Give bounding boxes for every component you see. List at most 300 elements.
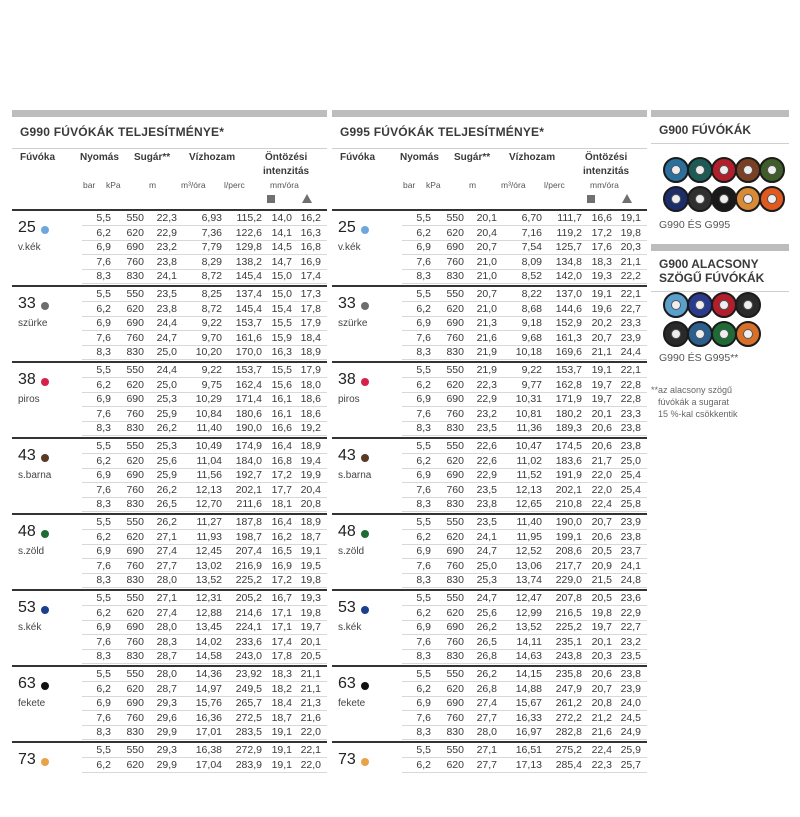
- table-cell: 22,7: [620, 302, 641, 315]
- table-cell: 19,8: [591, 606, 612, 619]
- box-title-line-1: G900 ALACSONY: [659, 257, 759, 271]
- nozzle-color-dot-icon: [361, 530, 369, 538]
- nozzle-number: 33: [18, 295, 36, 312]
- nozzle-color-name: s.barna: [338, 470, 372, 481]
- table-cell: 11,04: [196, 454, 222, 467]
- table-cell: 192,7: [235, 469, 262, 482]
- table-cell: 11,93: [196, 530, 222, 543]
- table-cell: 6,9: [416, 621, 431, 634]
- table-cell: 207,8: [555, 592, 582, 604]
- table-cell: 20,5: [300, 650, 321, 663]
- table-row: [402, 606, 647, 621]
- table-cell: 550: [446, 212, 464, 224]
- table-cell: 19,7: [591, 378, 612, 391]
- table-row: [82, 544, 327, 559]
- table-cell: 830: [126, 498, 144, 511]
- table-cell: 10,20: [195, 346, 222, 359]
- table-cell: 19,1: [271, 726, 292, 739]
- table-cell: 282,8: [555, 726, 582, 739]
- table-row: [82, 421, 327, 436]
- table-cell: 20,9: [591, 559, 612, 572]
- table-cell: 620: [126, 454, 144, 467]
- table-cell: 169,6: [555, 346, 582, 359]
- nozzle-icon: [687, 186, 713, 212]
- table-cell: 21,0: [476, 255, 497, 268]
- table-cell: 111,7: [557, 212, 582, 224]
- table-cell: 21,9: [476, 346, 497, 359]
- table-cell: 19,1: [300, 545, 321, 558]
- table-cell: 20,4: [476, 226, 497, 239]
- nozzle-center-icon: [743, 165, 753, 175]
- table-cell: 6,2: [96, 378, 111, 391]
- table-title: G990 FÚVÓKÁK TELJESÍTMÉNYE*: [20, 125, 225, 139]
- table-cell: 19,3: [300, 592, 321, 604]
- table-cell: 760: [446, 255, 464, 268]
- nozzle-center-icon: [743, 300, 753, 310]
- table-row: [82, 345, 327, 360]
- table-cell: 11,02: [516, 454, 542, 467]
- table-cell: 16,6: [271, 422, 292, 435]
- table-cell: 27,7: [476, 758, 497, 771]
- table-cell: 19,5: [300, 559, 321, 572]
- table-cell: 21,1: [300, 668, 321, 680]
- table-cell: 8,22: [521, 288, 542, 300]
- table-cell: 12,65: [515, 498, 542, 511]
- table-row: [402, 573, 647, 588]
- nozzle-number: 33: [338, 295, 356, 312]
- table-cell: 690: [446, 621, 464, 634]
- table-cell: 5,5: [96, 744, 111, 756]
- table-cell: 283,5: [235, 726, 262, 739]
- table-cell: 6,2: [96, 302, 111, 315]
- table-cell: 26,2: [156, 483, 177, 496]
- table-cell: 10,84: [195, 407, 222, 420]
- table-cell: 183,6: [555, 454, 582, 467]
- table-cell: 11,40: [516, 516, 542, 528]
- table-cell: 7,16: [521, 226, 542, 239]
- nozzle-number: 43: [18, 447, 36, 464]
- table-cell: 18,1: [271, 498, 292, 511]
- table-cell: 23,3: [620, 407, 641, 420]
- table-cell: 23,3: [620, 317, 641, 330]
- table-cell: 18,7: [271, 711, 292, 724]
- table-cell: 27,1: [156, 530, 177, 543]
- table-cell: 23,5: [476, 483, 497, 496]
- table-header: [12, 149, 327, 209]
- table-cell: 8,3: [96, 346, 111, 359]
- header-intensity: Öntözési: [265, 152, 308, 163]
- table-cell: 174,5: [555, 440, 582, 452]
- table-cell: 19,1: [591, 364, 612, 376]
- table-cell: 25,4: [620, 469, 641, 482]
- table-cell: 760: [126, 711, 144, 724]
- table-cell: 137,0: [555, 288, 582, 300]
- table-cell: 12,45: [195, 545, 222, 558]
- table-cell: 6,9: [96, 621, 111, 634]
- table-cell: 15,5: [271, 364, 292, 376]
- table-row: [82, 302, 327, 317]
- table-cell: 5,5: [96, 212, 111, 224]
- table-cell: 20,1: [476, 212, 497, 224]
- table-cell: 17,8: [271, 650, 292, 663]
- table-cell: 760: [126, 331, 144, 344]
- table-cell: 22,2: [620, 270, 641, 283]
- nozzle-number: 48: [338, 523, 356, 540]
- table-cell: 19,8: [300, 574, 321, 587]
- table-cell: 830: [446, 346, 464, 359]
- header-radius: Sugár**: [454, 152, 491, 163]
- nozzle-icon: [663, 321, 689, 347]
- table-cell: 6,9: [416, 545, 431, 558]
- table-cell: 17,13: [515, 758, 542, 771]
- table-row: [82, 743, 327, 758]
- table-row: [82, 758, 327, 773]
- table-cell: 26,2: [156, 422, 177, 435]
- table-row: [82, 606, 327, 621]
- table-cell: 26,5: [156, 498, 177, 511]
- table-cell: 14,88: [515, 682, 542, 695]
- table-cell: 21,6: [300, 711, 321, 724]
- header-pressure: Nyomás: [400, 152, 439, 163]
- table-cell: 8,68: [521, 302, 542, 315]
- table-cell: 15,67: [515, 697, 542, 710]
- table-cell: 6,9: [96, 469, 111, 482]
- table-cell: 17,9: [300, 317, 321, 330]
- table-cell: 620: [446, 378, 464, 391]
- table-cell: 7,6: [96, 407, 111, 420]
- table-row: [82, 211, 327, 226]
- table-row: [402, 649, 647, 664]
- table-cell: 690: [126, 469, 144, 482]
- table-cell: 620: [446, 606, 464, 619]
- table-cell: 6,93: [201, 212, 222, 224]
- table-cell: 22,8: [620, 378, 641, 391]
- nozzle-center-icon: [719, 300, 729, 310]
- table-cell: 171,9: [555, 393, 582, 406]
- table-cell: 8,3: [416, 346, 431, 359]
- table-cell: 19,3: [591, 270, 612, 283]
- table-cell: 198,7: [235, 530, 262, 543]
- table-cell: 20,7: [476, 288, 497, 300]
- table-cell: 6,9: [96, 241, 111, 254]
- table-cell: 620: [126, 682, 144, 695]
- table-cell: 26,8: [476, 682, 497, 695]
- table-cell: 8,3: [416, 650, 431, 663]
- table-cell: 16,8: [271, 454, 292, 467]
- box-title-line-2: SZÖGŰ FÚVÓKÁK: [659, 271, 765, 285]
- table-cell: 23,5: [476, 516, 497, 528]
- table-cell: 25,0: [476, 559, 497, 572]
- table-cell: 21,6: [476, 331, 497, 344]
- table-cell: 25,7: [620, 758, 641, 771]
- table-row: [82, 378, 327, 393]
- nozzle-center-icon: [671, 329, 681, 339]
- table-row: [82, 635, 327, 650]
- table-cell: 16,33: [515, 711, 542, 724]
- table-row: [402, 302, 647, 317]
- nozzle-color-name: v.kék: [18, 242, 41, 253]
- table-cell: 22,0: [300, 758, 321, 771]
- table-cell: 7,6: [416, 255, 431, 268]
- table-cell: 8,3: [416, 422, 431, 435]
- table-cell: 690: [446, 317, 464, 330]
- triangle-spacing-icon: [302, 194, 312, 203]
- table-cell: 180,2: [555, 407, 582, 420]
- g990-performance-table: [12, 110, 327, 817]
- table-cell: 22,3: [156, 212, 177, 224]
- table-cell: 830: [446, 422, 464, 435]
- table-cell: 14,63: [515, 650, 542, 663]
- table-cell: 7,6: [96, 483, 111, 496]
- table-cell: 211,6: [236, 498, 262, 511]
- table-row: [82, 255, 327, 270]
- table-cell: 6,2: [96, 606, 111, 619]
- header-intensity-2: intenzitás: [583, 166, 630, 177]
- table-cell: 17,4: [271, 635, 292, 648]
- header-nozzle: Fúvóka: [340, 152, 376, 163]
- table-cell: 21,9: [476, 364, 497, 376]
- nozzle-icon: [711, 186, 737, 212]
- table-cell: 18,0: [300, 378, 321, 391]
- table-cell: 620: [446, 454, 464, 467]
- unit-m: m: [149, 180, 157, 190]
- table-cell: 8,3: [96, 574, 111, 587]
- table-cell: 9,68: [521, 331, 542, 344]
- table-row: [82, 468, 327, 483]
- table-cell: 21,1: [591, 346, 612, 359]
- table-cell: 20,4: [300, 483, 321, 496]
- table-cell: 19,7: [300, 621, 321, 634]
- table-cell: 16,6: [591, 212, 612, 224]
- table-cell: 690: [446, 545, 464, 558]
- nozzle-center-icon: [695, 329, 705, 339]
- nozzle-number: 48: [18, 523, 36, 540]
- table-cell: 5,5: [96, 592, 111, 604]
- table-cell: 5,5: [96, 364, 111, 376]
- table-cell: 19,1: [620, 212, 641, 224]
- unit-kpa: kPa: [426, 180, 441, 190]
- nozzle-color-name: s.barna: [18, 470, 52, 481]
- table-cell: 26,2: [476, 668, 497, 680]
- table-cell: 205,2: [235, 592, 262, 604]
- table-cell: 8,3: [416, 498, 431, 511]
- table-cell: 25,0: [620, 454, 641, 467]
- table-cell: 6,9: [96, 697, 111, 710]
- table-cell: 14,5: [271, 241, 292, 254]
- table-cell: 283,9: [235, 758, 262, 771]
- table-cell: 16,1: [271, 393, 292, 406]
- table-cell: 550: [126, 288, 144, 300]
- table-cell: 18,4: [300, 331, 321, 344]
- table-cell: 8,3: [96, 650, 111, 663]
- table-cell: 13,06: [515, 559, 542, 572]
- header-pressure: Nyomás: [80, 152, 119, 163]
- nozzle-group: [332, 665, 647, 741]
- table-cell: 170,0: [235, 346, 262, 359]
- table-cell: 21,0: [476, 302, 497, 315]
- table-cell: 830: [126, 270, 144, 283]
- table-cell: 174,9: [235, 440, 262, 452]
- table-cell: 207,4: [235, 545, 262, 558]
- nozzle-color-dot-icon: [41, 530, 49, 538]
- table-cell: 6,9: [96, 393, 111, 406]
- table-row: [402, 725, 647, 740]
- nozzle-group: [12, 361, 327, 437]
- nozzle-icon: [735, 321, 761, 347]
- table-cell: 23,9: [620, 516, 641, 528]
- table-row: [82, 331, 327, 346]
- table-cell: 11,52: [516, 469, 542, 482]
- table-cell: 25,3: [476, 574, 497, 587]
- table-cell: 23,8: [156, 255, 177, 268]
- table-cell: 620: [126, 606, 144, 619]
- table-cell: 17,01: [195, 726, 222, 739]
- table-cell: 19,2: [300, 422, 321, 435]
- table-cell: 690: [446, 469, 464, 482]
- table-cell: 16,51: [515, 744, 542, 756]
- table-cell: 235,1: [555, 635, 582, 648]
- table-cell: 28,0: [156, 668, 177, 680]
- table-cell: 5,5: [96, 288, 111, 300]
- table-cell: 17,8: [300, 302, 321, 315]
- table-cell: 24,8: [620, 574, 641, 587]
- header-intensity: Öntözési: [585, 152, 628, 163]
- table-cell: 29,3: [156, 697, 177, 710]
- table-cell: 9,22: [201, 317, 222, 330]
- table-cell: 235,8: [555, 668, 582, 680]
- table-cell: 13,52: [515, 621, 542, 634]
- nozzle-center-icon: [695, 194, 705, 204]
- table-cell: 272,2: [555, 711, 582, 724]
- nozzle-icon: [735, 186, 761, 212]
- table-cell: 20,5: [591, 592, 612, 604]
- table-cell: 690: [126, 697, 144, 710]
- table-row: [402, 345, 647, 360]
- nozzle-color-dot-icon: [41, 682, 49, 690]
- table-cell: 20,7: [591, 682, 612, 695]
- table-cell: 18,6: [300, 393, 321, 406]
- nozzle-color-name: s.zöld: [338, 546, 365, 557]
- table-row: [82, 316, 327, 331]
- nozzle-color-dot-icon: [41, 758, 49, 766]
- table-cell: 550: [126, 440, 144, 452]
- table-cell: 15,6: [271, 378, 292, 391]
- table-cell: 14,7: [271, 255, 292, 268]
- table-cell: 19,4: [300, 454, 321, 467]
- table-cell: 550: [446, 364, 464, 376]
- table-cell: 760: [126, 407, 144, 420]
- nozzle-group: [12, 437, 327, 513]
- table-cell: 6,9: [96, 545, 111, 558]
- table-cell: 20,3: [620, 241, 641, 254]
- table-cell: 229,0: [555, 574, 582, 587]
- nozzle-icon: [687, 292, 713, 318]
- table-cell: 27,4: [156, 545, 177, 558]
- table-cell: 20,6: [591, 668, 612, 680]
- table-cell: 190,0: [555, 516, 582, 528]
- footnote-line-3: 15 %-kal csökkentik: [658, 409, 738, 419]
- table-cell: 6,2: [96, 682, 111, 695]
- box-divider: [651, 143, 789, 144]
- table-cell: 11,36: [516, 422, 542, 435]
- table-cell: 243,0: [235, 650, 262, 663]
- table-cell: 19,8: [620, 226, 641, 239]
- table-row: [402, 559, 647, 574]
- table-cell: 17,4: [300, 270, 321, 283]
- table-cell: 19,6: [591, 302, 612, 315]
- table-cell: 8,52: [521, 270, 542, 283]
- table-cell: 17,04: [195, 758, 222, 771]
- table-row: [82, 363, 327, 378]
- table-cell: 22,3: [476, 378, 497, 391]
- nozzle-color-dot-icon: [41, 226, 49, 234]
- table-cell: 22,6: [476, 440, 497, 452]
- table-row: [82, 530, 327, 545]
- table-cell: 830: [126, 574, 144, 587]
- table-cell: 6,9: [96, 317, 111, 330]
- nozzle-center-icon: [767, 165, 777, 175]
- table-cell: 180,6: [235, 407, 262, 420]
- table-cell: 25,3: [156, 393, 177, 406]
- table-cell: 17,2: [591, 226, 612, 239]
- table-cell: 22,0: [591, 483, 612, 496]
- table-cell: 20,7: [591, 516, 612, 528]
- header-radius: Sugár**: [134, 152, 171, 163]
- table-cell: 25,9: [156, 407, 177, 420]
- table-cell: 20,6: [591, 440, 612, 452]
- table-cell: 14,15: [515, 668, 542, 680]
- table-row: [402, 468, 647, 483]
- table-cell: 9,22: [201, 364, 222, 376]
- nozzle-center-icon: [671, 300, 681, 310]
- table-cell: 16,9: [300, 255, 321, 268]
- table-cell: 550: [126, 212, 144, 224]
- table-row: [402, 331, 647, 346]
- table-cell: 8,3: [96, 422, 111, 435]
- table-cell: 12,52: [515, 545, 542, 558]
- table-cell: 7,6: [416, 331, 431, 344]
- table-cell: 142,0: [555, 270, 582, 283]
- table-cell: 20,5: [591, 545, 612, 558]
- table-cell: 6,2: [416, 530, 431, 543]
- table-cell: 129,8: [235, 241, 262, 254]
- table-cell: 15,4: [271, 302, 292, 315]
- table-cell: 690: [126, 317, 144, 330]
- table-cell: 24,7: [476, 592, 497, 604]
- table-cell: 190,0: [235, 422, 262, 435]
- table-cell: 20,7: [476, 241, 497, 254]
- table-cell: 14,0: [271, 212, 292, 224]
- table-cell: 14,11: [516, 635, 542, 648]
- table-cell: 17,6: [591, 241, 612, 254]
- table-row: [82, 454, 327, 469]
- nozzle-group: [332, 513, 647, 589]
- table-cell: 550: [446, 592, 464, 604]
- table-cell: 13,45: [195, 621, 222, 634]
- table-cell: 26,2: [156, 516, 177, 528]
- table-cell: 620: [446, 302, 464, 315]
- table-cell: 233,6: [235, 635, 262, 648]
- table-cell: 17,7: [271, 483, 292, 496]
- nozzle-number: 73: [18, 751, 36, 768]
- table-cell: 7,6: [416, 711, 431, 724]
- table-cell: 5,5: [416, 440, 431, 452]
- table-cell: 19,9: [300, 469, 321, 482]
- table-cell: 18,7: [300, 530, 321, 543]
- nozzle-icon: [711, 321, 737, 347]
- table-cell: 760: [446, 407, 464, 420]
- table-cell: 23,8: [620, 668, 641, 680]
